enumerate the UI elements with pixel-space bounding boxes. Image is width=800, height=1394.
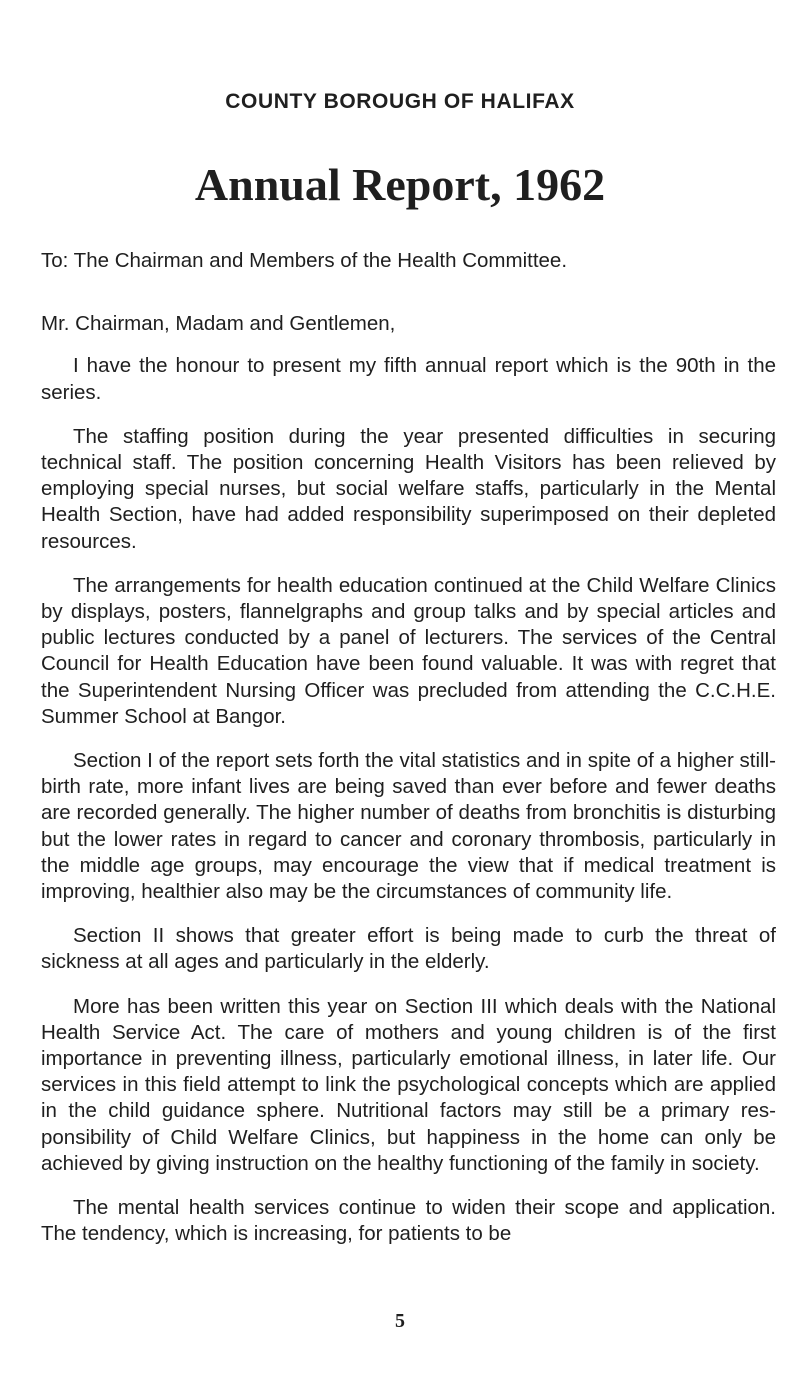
report-body <box>41 248 776 1266</box>
paragraph: The mental health services continue to widen their scope and application. The tendency, which is increasing, for patients to be <box>41 1196 776 1246</box>
organization-heading: COUNTY BOROUGH OF HALIFAX <box>225 90 575 113</box>
paragraph: The arrangements for health education continued at the Child Welfare Clinics by displays, posters, flannelgraphs and group talks and by special articles and public lectures conducted by a panel of lecturers. The services of the Central Council for Health Education have been found valuable. It was with regret that the Superintendent Nursing Officer was precluded from attending the C.C.H.E. Summer School at Bangor. <box>41 573 776 728</box>
paragraph: I have the honour to present my fifth annual report which is the 90th in the series. <box>41 354 776 404</box>
paragraph: Section I of the report sets forth the vital statistics and in spite of a higher still-birth rate, more infant lives are being saved than ever before and fewer deaths are recorded generally. The higher number of deaths from bronchitis is disturbing but the lower rates in regard to cancer and coronary thrombosis, particularly in the middle age groups, may encourage the view that if medical treatment is improving, healthier also may be the circumstances of community life. <box>41 749 776 904</box>
greeting-line: Mr. Chairman, Madam and Gentlemen, <box>41 312 396 336</box>
addressee-line: To: The Chairman and Members of the Health Committee. <box>41 249 568 272</box>
report-title: Annual Report, 1962 <box>194 159 606 210</box>
paragraph: More has been written this year on Section III which deals with the National Health Service Act. The care of mothers and young children is of the first importance in preventing illness, particularly emotional illness, in later life. Our services in this field attempt to link the psychological concepts which are applied in the child guidance sphere. Nutritional factors may still be a primary responsibility of Child Welfare Clinics, but happiness in the home can only be achieved by giving instruction on the healthy functioning of the family in society. <box>41 994 776 1175</box>
paragraph: Section II shows that greater effort is being made to curb the threat of sickness at all ages and particularly in the elderly. <box>41 924 776 974</box>
page-number: 5 <box>395 1310 405 1332</box>
paragraph: The staffing position during the year presented difficulties in securing technical staff. The position concerning Health Visitors has been relieved by employing special nurses, but social welfare staffs, particularly in the Mental Health Section, have had added responsibility superimposed on their depleted resources. <box>41 424 776 553</box>
